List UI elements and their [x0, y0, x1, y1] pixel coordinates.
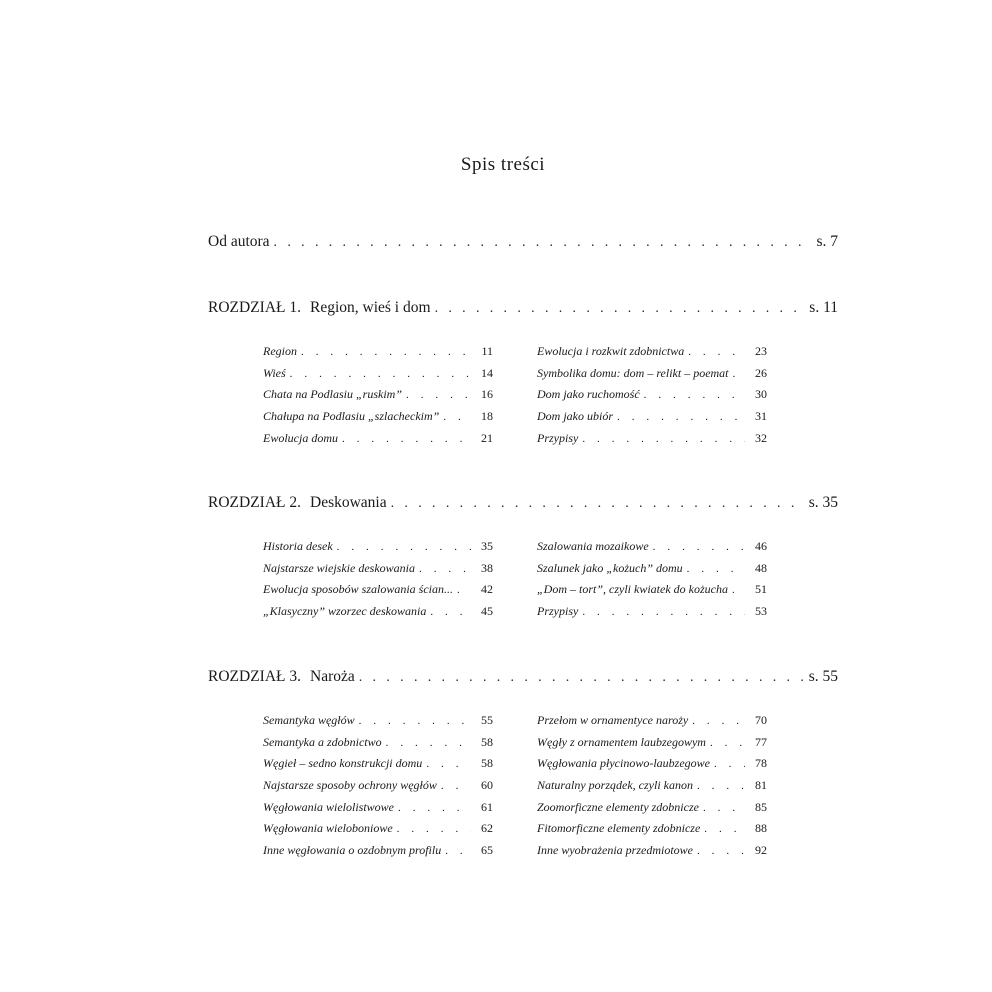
- subentry-label: Ewolucja domu: [263, 430, 338, 445]
- toc-subentry[interactable]: [263, 778, 493, 800]
- toc-entry-label: Od autora: [208, 233, 270, 250]
- toc-subentry[interactable]: [263, 431, 493, 453]
- chapter-heading-label: [208, 299, 431, 317]
- dot-leader: [687, 563, 745, 575]
- chapter-3-right-column: [537, 713, 767, 865]
- chapter-title: Deskowania: [310, 494, 387, 511]
- toc-subentry[interactable]: [537, 582, 767, 604]
- subentry-page: 45: [481, 604, 493, 619]
- subentry-page: 77: [755, 734, 767, 749]
- toc-subentry[interactable]: [263, 539, 493, 561]
- subentry-page: 62: [481, 821, 493, 836]
- toc-subentry[interactable]: [263, 843, 493, 865]
- subentry-page: 46: [755, 539, 767, 553]
- subentry-label: Przypisy: [537, 430, 579, 445]
- toc-entry-intro[interactable]: [208, 233, 838, 251]
- subentry-page: 58: [481, 756, 493, 771]
- dot-leader: [697, 845, 745, 857]
- subentry-label: Przełom w ornamentyce naroży: [537, 713, 689, 727]
- subentry-label: Węgły z ornamentem laubzegowym: [537, 734, 706, 749]
- subentry-label: Szalunek jako „kożuch” domu: [537, 560, 683, 575]
- dot-leader: [582, 606, 745, 618]
- dot-leader: [337, 541, 471, 553]
- dot-leader: [386, 737, 471, 749]
- dot-leader: [653, 541, 745, 553]
- toc-subentry[interactable]: [263, 800, 493, 822]
- subentry-label: Dom jako ubiór: [537, 409, 613, 424]
- subentry-label: Zoomorficzne elementy zdobnicze: [537, 799, 699, 814]
- chapter-page: s. 11: [809, 299, 838, 316]
- chapter-heading-2[interactable]: [208, 494, 838, 512]
- toc-subentry[interactable]: [263, 561, 493, 583]
- subentry-page: 58: [481, 734, 493, 749]
- subentry-label: Naturalny porządek, czyli kanon: [537, 778, 693, 793]
- subentry-page: 38: [481, 560, 493, 575]
- subentry-page: 21: [481, 430, 493, 445]
- dot-leader: [445, 845, 471, 857]
- dot-leader: [342, 433, 471, 445]
- toc-subentry[interactable]: [537, 344, 767, 366]
- chapter-2-left-column: [263, 539, 493, 626]
- subentry-label: Szalowania mozaikowe: [537, 539, 649, 553]
- subentry-page: 48: [755, 560, 767, 575]
- toc-subentry[interactable]: [263, 344, 493, 366]
- toc-subentry[interactable]: [537, 366, 767, 388]
- dot-leader: [301, 346, 471, 358]
- toc-subentry[interactable]: [263, 713, 493, 735]
- toc-subentry[interactable]: [263, 735, 493, 757]
- dot-leader: [426, 758, 471, 770]
- subentry-label: Węgieł – sedno konstrukcji domu: [263, 756, 423, 771]
- subentry-label: Semantyka a zdobnictwo: [263, 734, 382, 749]
- subentry-label: Chałupa na Podlasiu „szlacheckim”: [263, 409, 440, 424]
- subentry-label: Fitomorficzne elementy zdobnicze: [537, 821, 701, 836]
- toc-subentry[interactable]: [263, 582, 493, 604]
- toc-subentry[interactable]: [537, 800, 767, 822]
- dot-leader: [704, 823, 745, 835]
- chapter-title: Region, wieś i dom: [310, 299, 431, 316]
- subentry-page: 81: [755, 778, 767, 793]
- dot-leader: [406, 389, 471, 401]
- dot-leader: [397, 823, 471, 835]
- subentry-page: 53: [755, 604, 767, 619]
- subentry-label: Węgłowania płycinowo-laubzegowe: [537, 756, 710, 771]
- chapter-number: ROZDZIAŁ 2.: [208, 494, 301, 511]
- subentry-page: 11: [481, 344, 493, 358]
- toc-subentry[interactable]: [537, 713, 767, 735]
- dot-leader: [441, 780, 471, 792]
- toc-subentry[interactable]: [537, 539, 767, 561]
- subentry-label: Inne węgłowania o ozdobnym profilu: [263, 843, 442, 858]
- chapter-page: s. 35: [808, 494, 838, 511]
- subentry-label: Wieś: [263, 365, 286, 380]
- dot-leader: [617, 411, 745, 423]
- subentry-label: Symbolika domu: dom – relikt – poemat: [537, 365, 729, 380]
- dot-leader: [290, 368, 471, 380]
- toc-subentry[interactable]: [537, 735, 767, 757]
- dot-leader: [732, 584, 745, 596]
- subentry-label: Dom jako ruchomość: [537, 387, 640, 402]
- subentry-label: Przypisy: [537, 604, 579, 619]
- subentry-page: 23: [755, 344, 767, 358]
- chapter-1-right-column: [537, 344, 767, 452]
- subentry-page: 85: [755, 799, 767, 814]
- subentry-page: 70: [755, 713, 767, 727]
- dot-leader: [457, 584, 471, 596]
- subentry-label: „Dom – tort”, czyli kwiatek do kożucha: [537, 582, 728, 597]
- subentry-label: Ewolucja i rozkwit zdobnictwa: [537, 344, 685, 358]
- dot-leader: [692, 715, 745, 727]
- subentry-label: Region: [263, 344, 297, 358]
- subentry-page: 61: [481, 799, 493, 814]
- subentry-label: Chata na Podlasiu „ruskim”: [263, 387, 403, 402]
- dot-leader: [359, 670, 805, 686]
- dot-leader: [435, 301, 806, 317]
- chapter-heading-label: [208, 668, 355, 686]
- subentry-label: Ewolucja sposobów szalowania ścian...: [263, 582, 454, 597]
- dot-leader: [391, 496, 805, 512]
- toc-entry-page: s. 7: [816, 233, 838, 250]
- dot-leader: [644, 389, 745, 401]
- dot-leader: [274, 235, 813, 251]
- subentry-page: 65: [481, 843, 493, 858]
- subentry-page: 55: [481, 713, 493, 727]
- subentry-page: 88: [755, 821, 767, 836]
- toc-subentry[interactable]: [263, 821, 493, 843]
- subentry-page: 92: [755, 843, 767, 858]
- toc-subentry[interactable]: [263, 409, 493, 431]
- chapter-page: s. 55: [808, 668, 838, 685]
- chapter-title: Naroża: [310, 668, 355, 685]
- subentry-label: Historia desek: [263, 539, 333, 553]
- chapter-heading-3[interactable]: [208, 668, 838, 686]
- subentry-label: Węgłowania wieloboniowe: [263, 821, 393, 836]
- toc-subentry[interactable]: [537, 431, 767, 453]
- dot-leader: [443, 411, 471, 423]
- dot-leader: [714, 758, 745, 770]
- chapter-number: ROZDZIAŁ 3.: [208, 668, 301, 685]
- subentry-page: 16: [481, 387, 493, 402]
- dot-leader: [733, 368, 745, 380]
- subentry-page: 42: [481, 582, 493, 597]
- dot-leader: [359, 715, 471, 727]
- toc-subentry[interactable]: [537, 778, 767, 800]
- toc-subentry[interactable]: [537, 843, 767, 865]
- toc-subentry[interactable]: [537, 821, 767, 843]
- subentry-page: 26: [755, 365, 767, 380]
- subentry-page: 32: [755, 430, 767, 445]
- toc-subentry[interactable]: [537, 561, 767, 583]
- dot-leader: [710, 737, 745, 749]
- toc-subentry[interactable]: [263, 756, 493, 778]
- dot-leader: [419, 563, 471, 575]
- subentry-label: Najstarsze wiejskie deskowania: [263, 560, 415, 575]
- dot-leader: [582, 433, 745, 445]
- toc-subentry[interactable]: [263, 604, 493, 626]
- subentry-page: 35: [481, 539, 493, 553]
- dot-leader: [398, 802, 471, 814]
- subentry-page: 30: [755, 387, 767, 402]
- dot-leader: [697, 780, 745, 792]
- chapter-heading-1[interactable]: [208, 299, 838, 317]
- subentry-label: Węgłowania wielolistwowe: [263, 799, 394, 814]
- toc-subentry[interactable]: [263, 366, 493, 388]
- toc-subentry[interactable]: [537, 409, 767, 431]
- subentry-label: „Klasyczny” wzorzec deskowania: [263, 604, 427, 619]
- toc-subentry[interactable]: [263, 387, 493, 409]
- subentry-page: 18: [481, 409, 493, 424]
- subentry-page: 60: [481, 778, 493, 793]
- dot-leader: [703, 802, 745, 814]
- page-title: Spis treści: [460, 154, 546, 175]
- chapter-3-left-column: [263, 713, 493, 865]
- dot-leader: [688, 346, 745, 358]
- toc-subentry[interactable]: [537, 387, 767, 409]
- subentry-label: Najstarsze sposoby ochrony węgłów: [263, 778, 437, 793]
- subentry-page: 78: [755, 756, 767, 771]
- subentry-page: 51: [755, 582, 767, 597]
- toc-subentry[interactable]: [537, 756, 767, 778]
- subentry-page: 31: [755, 409, 767, 424]
- dot-leader: [430, 606, 471, 618]
- subentry-page: 14: [481, 365, 493, 380]
- chapter-heading-label: [208, 494, 387, 512]
- subentry-label: Semantyka węgłów: [263, 713, 355, 727]
- chapter-number: ROZDZIAŁ 1.: [208, 299, 301, 316]
- chapter-1-left-column: [263, 344, 493, 452]
- chapter-2-right-column: [537, 539, 767, 626]
- subentry-label: Inne wyobrażenia przedmiotowe: [537, 843, 693, 858]
- toc-subentry[interactable]: [537, 604, 767, 626]
